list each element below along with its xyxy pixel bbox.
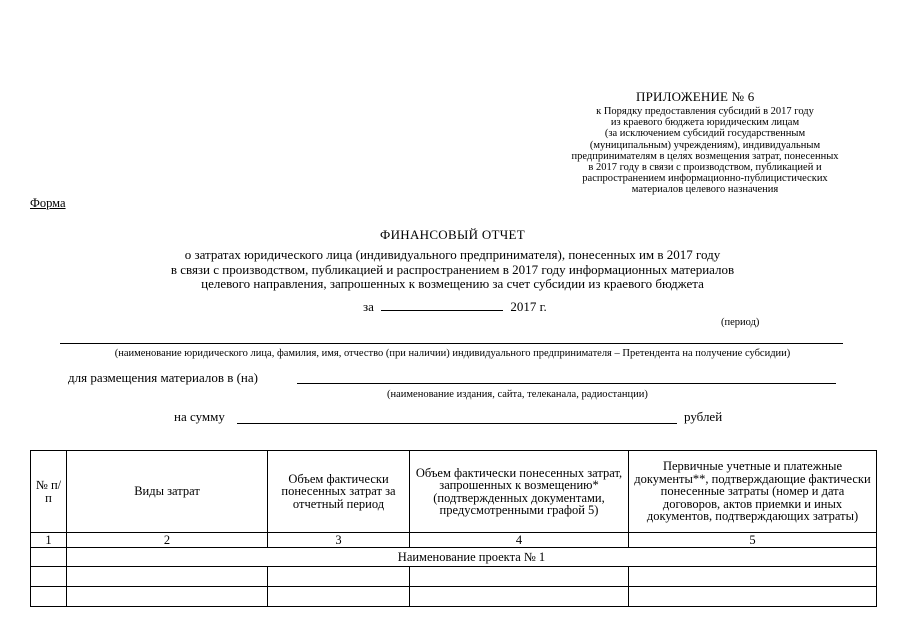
appendix-line: распространением информационно-публицистических	[582, 173, 828, 185]
column-number: 2	[67, 533, 268, 548]
amount-label: на сумму	[174, 409, 225, 424]
table-row	[31, 587, 877, 607]
period-suffix: 2017 г.	[510, 299, 547, 314]
appendix-title: ПРИЛОЖЕНИЕ № 6	[636, 89, 755, 104]
appendix-line: предпринимателям в целях возмещения затрат, понесенных	[571, 150, 839, 162]
period-field[interactable]	[381, 310, 503, 311]
applicant-field[interactable]	[60, 343, 843, 344]
placement-label: для размещения материалов в (на)	[68, 370, 258, 385]
table-cell[interactable]	[410, 587, 629, 607]
table-row	[31, 567, 877, 587]
period-line	[363, 299, 547, 315]
col-header-expense-type: Виды затрат	[67, 451, 268, 533]
period-prefix: за	[363, 299, 374, 314]
column-number: 4	[410, 533, 629, 548]
subtitle-line: о затратах юридического лица (индивидуального предпринимателя), понесенных им в 2017 году	[184, 247, 721, 262]
appendix-line: из краевого бюджета юридическим лицам	[610, 117, 800, 129]
report-subtitle	[0, 248, 905, 292]
col-header-actual-costs: Объем фактически понесенных затрат за отчетный период	[268, 451, 410, 533]
column-number: 5	[629, 533, 877, 548]
appendix-line: (муниципальным) учреждениям), индивидуальным	[589, 139, 821, 151]
table-cell[interactable]	[31, 548, 67, 567]
appendix-line: к Порядку предоставления субсидий в 2017 году	[596, 106, 814, 117]
period-caption: (период)	[721, 317, 760, 328]
col-header-claimed-costs: Объем фактически понесенных затрат, запрошенных к возмещению* (подтвержденных документами, предусмотренными графой 5)	[410, 451, 629, 533]
table-cell[interactable]	[629, 567, 877, 587]
table-cell[interactable]	[268, 567, 410, 587]
appendix-line: в 2017 году в связи с производством, публикацией и	[588, 162, 822, 174]
report-title: ФИНАНСОВЫЙ ОТЧЕТ	[380, 227, 525, 242]
form-label: Форма	[30, 196, 66, 210]
table-cell[interactable]	[410, 567, 629, 587]
table-cell[interactable]	[268, 587, 410, 607]
appendix-text	[520, 106, 890, 196]
table-cell[interactable]	[629, 587, 877, 607]
expense-table	[30, 450, 877, 607]
table-cell[interactable]	[67, 587, 268, 607]
table-cell[interactable]	[31, 587, 67, 607]
subtitle-line: целевого направления, запрошенных к возмещению за счет субсидии из краевого бюджета	[201, 276, 704, 291]
col-header-number: № п/п	[31, 451, 67, 533]
column-number: 3	[268, 533, 410, 548]
applicant-caption: (наименование юридического лица, фамилия, имя, отчество (при наличии) индивидуального предпринимателя – Претендента на получение субсидии)	[114, 348, 791, 359]
amount-field[interactable]	[237, 423, 677, 424]
table-cell[interactable]	[31, 567, 67, 587]
amount-suffix: рублей	[684, 409, 723, 424]
project-row	[31, 548, 877, 567]
appendix-line: материалов целевого назначения	[631, 184, 779, 196]
col-header-documents: Первичные учетные и платежные документы**, подтверждающие фактически понесенные затраты (номер и дата договоров, актов приемки и иных документов, подтверждающих затраты)	[629, 451, 877, 533]
project-name: Наименование проекта № 1	[67, 548, 877, 567]
subtitle-line: в связи с производством, публикацией и распространением в 2017 году информационных материалов	[170, 261, 735, 277]
column-number: 1	[31, 533, 67, 548]
table-header-row	[31, 451, 877, 533]
table-cell[interactable]	[67, 567, 268, 587]
appendix-line: (за исключением субсидий государственным	[604, 128, 806, 140]
placement-caption: (наименование издания, сайта, телеканала, радиостанции)	[387, 389, 648, 400]
placement-field[interactable]	[297, 383, 836, 384]
column-numbers-row	[31, 533, 877, 548]
